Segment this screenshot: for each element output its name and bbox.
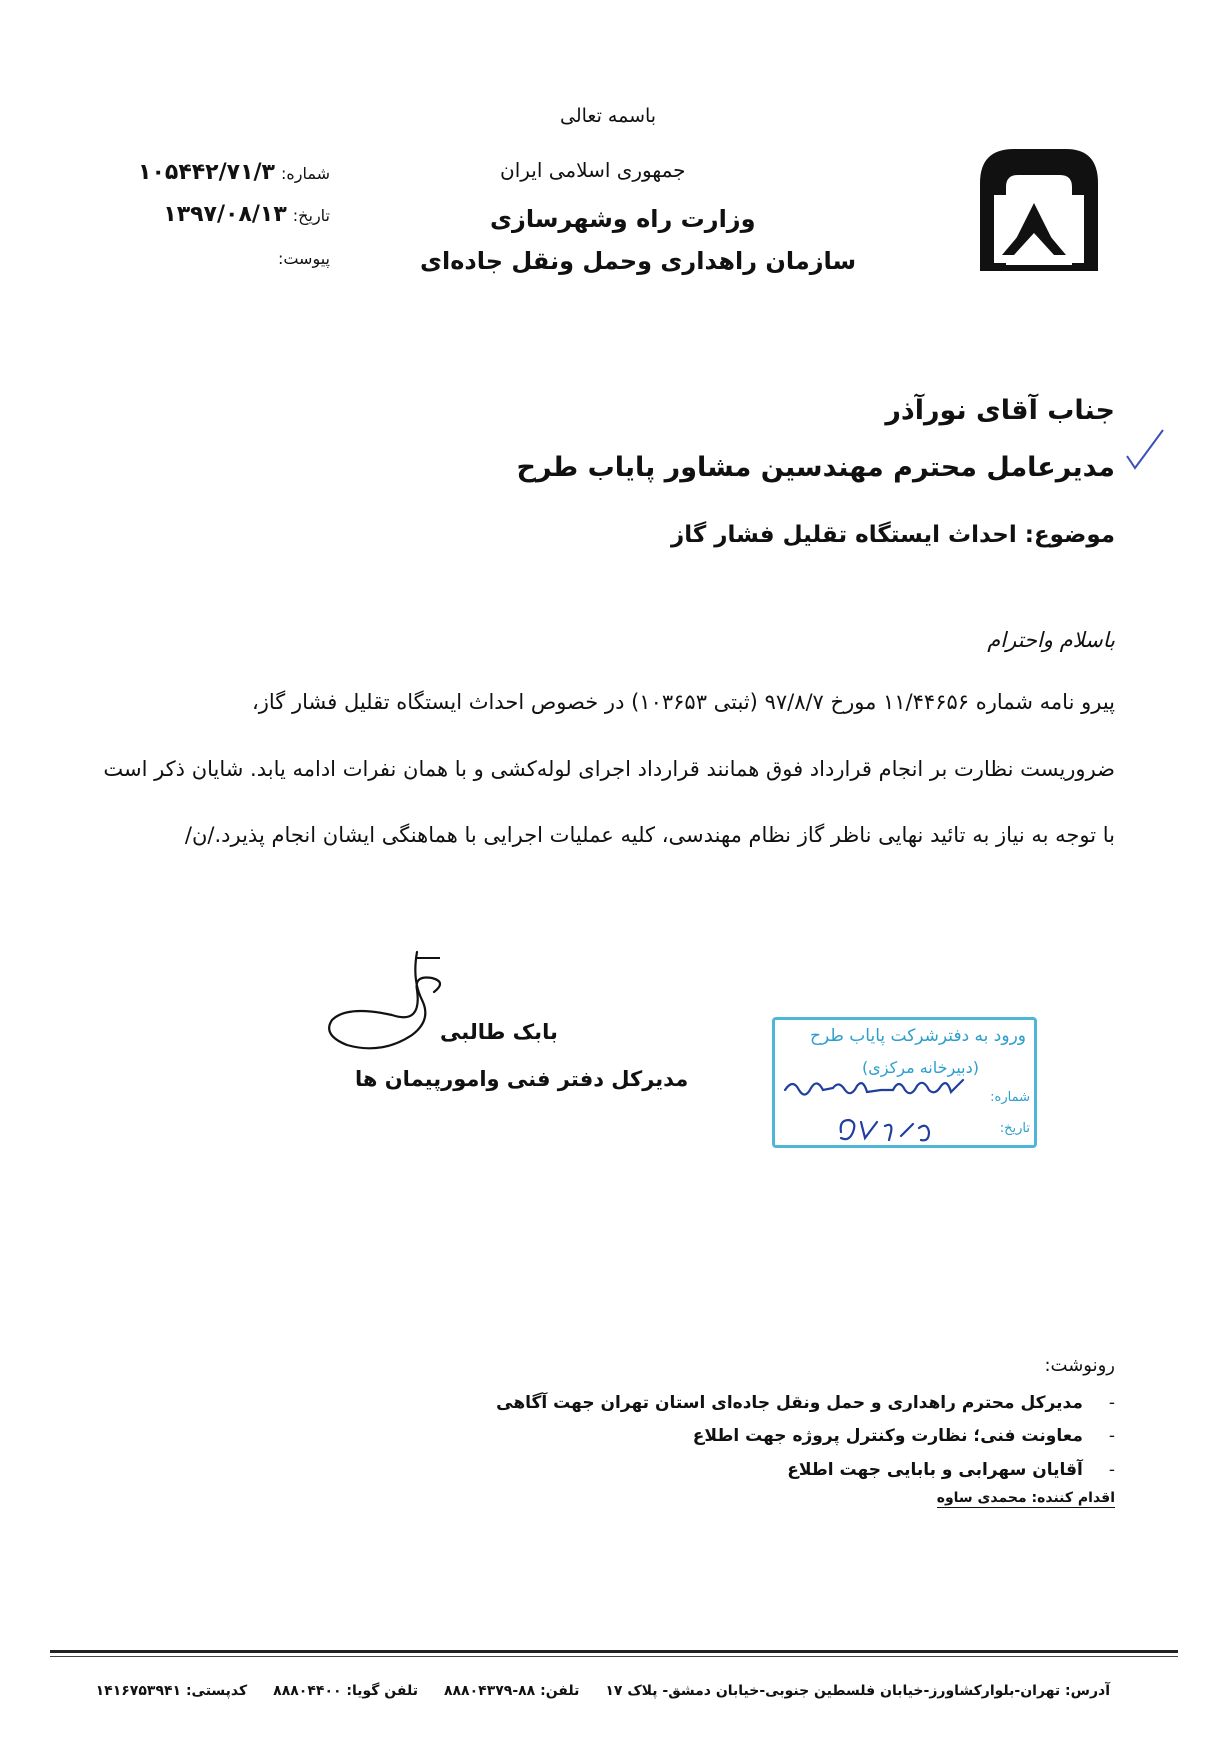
body-line: ضروریست نظارت بر انجام قرارداد فوق همانند قرارداد اجرای لوله‌کشی و با همان نفرات ادامه یابد. شایان ذکر است — [103, 757, 1115, 781]
cc-title: رونوشت: — [1044, 1355, 1115, 1376]
number-value: ۱۰۵۴۴۲/۷۱/۳ — [138, 160, 275, 185]
signer-name: بابک طالبی — [440, 1020, 558, 1044]
footer-divider — [50, 1650, 1178, 1653]
addressee-name: جناب آقای نورآذر — [885, 395, 1115, 426]
footer-address: آدرس: تهران-بلوارکشاورز-خیابان فلسطین جنوبی-خیابان دمشق- پلاک ۱۷ — [605, 1683, 1110, 1699]
road-maintenance-organization-logo-icon — [966, 143, 1103, 273]
date-value: ۱۳۹۷/۰۸/۱۳ — [163, 202, 287, 227]
cc-item-text: مدیرکل محترم راهداری و حمل ونقل جاده‌ای استان تهران جهت آگاهی — [496, 1393, 1083, 1413]
attachment-label: پیوست: — [277, 249, 330, 268]
cc-dash: - — [1108, 1426, 1115, 1446]
checkmark-icon — [1125, 428, 1165, 470]
number-label: شماره: — [280, 164, 330, 183]
stamp-heading: ورود به دفترشرکت پایاب طرح — [810, 1026, 1026, 1046]
date-label: تاریخ: — [292, 206, 330, 225]
footer-phone-goya: تلفن گویا: ۸۸۸۰۴۴۰۰ — [273, 1683, 418, 1699]
letter-attachment — [278, 248, 330, 269]
stamp-date-label: تاریخ: — [999, 1121, 1030, 1136]
cc-dash: - — [1108, 1460, 1115, 1480]
body-line: با توجه به نیاز به تائید نهایی ناظر گاز نظام مهندسی، کلیه عملیات اجرایی با هماهنگی ایشان انجام پذیرد./ن/ — [184, 823, 1115, 847]
footer-divider — [50, 1656, 1178, 1657]
footer-phone: تلفن: ۸۸-۸۸۸۰۴۳۷۹ — [443, 1683, 580, 1699]
cc-item — [693, 1426, 1115, 1446]
action-by: اقدام کننده: محمدی ساوه — [936, 1490, 1115, 1506]
body-line: پیرو نامه شماره ۱۱/۴۴۶۵۶ مورخ ۹۷/۸/۷ (ثبتی ۱۰۳۶۵۳) در خصوص احداث ایستگاه تقلیل فشار گاز، — [251, 690, 1115, 714]
addressee-title: مدیرعامل محترم مهندسین مشاور پایاب طرح — [516, 452, 1115, 483]
cc-item-text: آقایان سهرابی و بابایی جهت اطلاع — [787, 1460, 1083, 1480]
footer-contact — [96, 1683, 1110, 1699]
cc-dash: - — [1108, 1393, 1115, 1413]
letter-date — [163, 202, 330, 227]
footer-postal-code: کدپستی: ۱۴۱۶۷۵۳۹۴۱ — [95, 1683, 248, 1699]
salutation: باسلام واحترام — [987, 628, 1115, 652]
cc-item — [787, 1460, 1115, 1480]
besmellah-heading: باسمه تعالی — [560, 105, 657, 127]
stamp-handwriting-icon — [781, 1076, 991, 1146]
ministry-name: وزارت راه وشهرسازی — [490, 205, 756, 233]
stamp-subheading: (دبیرخانه مرکزی) — [862, 1058, 979, 1077]
country-name: جمهوری اسلامی ایران — [500, 158, 686, 182]
stamp-number-label: شماره: — [990, 1090, 1030, 1105]
subject-line: موضوع: احداث ایستگاه تقلیل فشار گاز — [671, 522, 1115, 548]
cc-item-text: معاونت فنی؛ نظارت وکنترل پروژه جهت اطلاع — [692, 1426, 1083, 1446]
cc-item — [496, 1393, 1115, 1413]
received-stamp — [772, 1017, 1037, 1148]
signer-title: مدیرکل دفتر فنی وامورپیمان ها — [355, 1067, 689, 1091]
organization-name: سازمان راهداری وحمل ونقل جاده‌ای — [420, 247, 857, 275]
letter-number — [138, 160, 330, 185]
